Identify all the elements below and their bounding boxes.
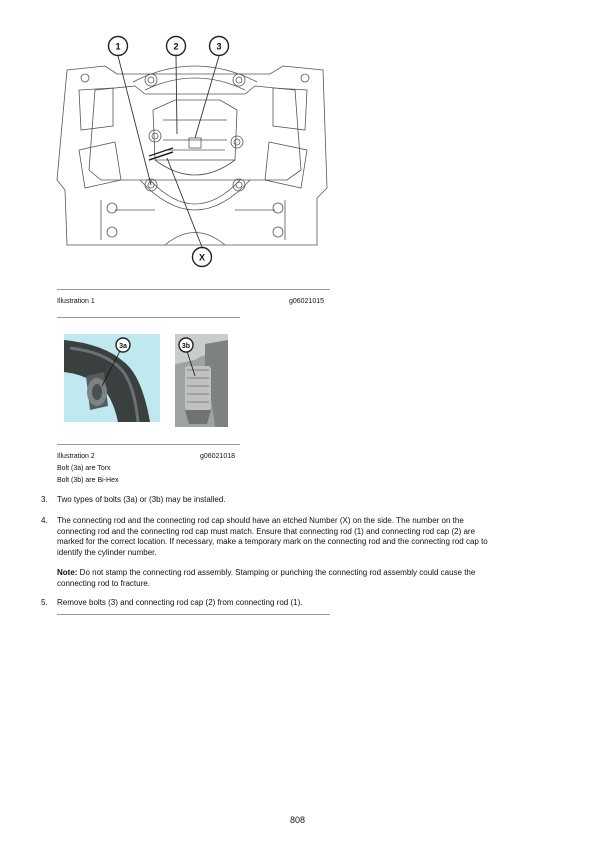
step-3-text	[57, 495, 557, 506]
illustration-1-caption: Illustration 1	[57, 298, 95, 305]
step-4-line: marked for the correct location. If necessary, make a temporary mark on the connecting rod and the connecting rod cap to	[57, 537, 488, 546]
step-4-line: The connecting rod and the connecting rod cap should have an etched Number (X) on the side. The number on the	[57, 516, 464, 525]
step-4-line: identify the cylinder number.	[57, 547, 157, 557]
callout-1-label: 1	[115, 41, 121, 52]
note-line-1	[57, 568, 557, 579]
note-line-2: connecting rod to fracture.	[57, 578, 150, 588]
step-4-text	[57, 516, 557, 558]
callout-3-label: 3	[216, 41, 222, 52]
illustration-2-caption: Illustration 2	[57, 453, 95, 460]
step-3-number: 3.	[41, 495, 48, 504]
step-4-number: 4.	[41, 516, 48, 525]
step-5-line: Remove bolts (3) and connecting rod cap (2) from connecting rod (1).	[57, 598, 303, 607]
illustration-1-drawing	[55, 30, 335, 275]
illustration-1-top-rule	[57, 289, 330, 290]
callout-3a-label: 3a	[119, 343, 127, 350]
photo-bolt-3b	[175, 334, 228, 427]
illustration-1-bottom-rule	[57, 317, 240, 318]
note-block	[57, 568, 557, 589]
step-3-line: Two types of bolts (3a) or (3b) may be installed.	[57, 495, 226, 504]
legend-bolt-3a: Bolt (3a) are Torx	[57, 465, 111, 472]
bolt-heads	[81, 74, 309, 237]
engine-block-drawing	[57, 66, 327, 245]
illustration-2-code: g06021018	[200, 453, 236, 460]
callout-3b-label: 3b	[181, 343, 191, 350]
note-text: Do not stamp the connecting rod assembly. Stamping or punching the connecting rod assembly could cause the	[77, 568, 476, 577]
step-5-number: 5.	[41, 598, 48, 607]
callout-2-label: 2	[173, 41, 179, 52]
illustration-1-code: g06021015	[289, 298, 325, 305]
section-end-rule	[57, 614, 330, 615]
illustration-2-top-rule	[57, 444, 240, 445]
page-number: 808	[289, 815, 306, 825]
legend-bolt-3b: Bolt (3b) are Bi-Hex	[57, 477, 119, 484]
photo-bolt-3a	[64, 334, 160, 422]
callout-x-label: X	[198, 252, 206, 263]
note-label: Note:	[57, 568, 78, 577]
step-4-line: connecting rod and the connecting rod cap must match. Ensure that connecting rod (1) and connecting rod cap (2) are	[57, 526, 476, 536]
step-5-text	[57, 598, 557, 609]
